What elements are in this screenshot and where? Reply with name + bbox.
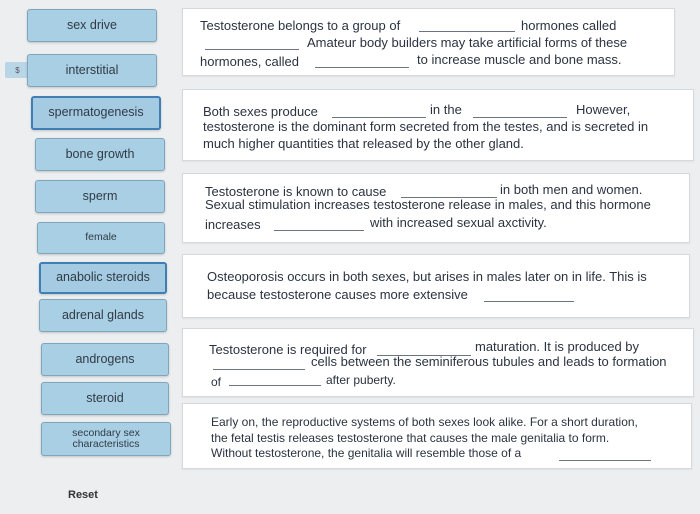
tile-sex-drive[interactable]: sex drive xyxy=(27,9,157,42)
q2-text-line1c: However, xyxy=(576,102,631,117)
tile-secondary-sex-characteristics[interactable]: secondary sex characteristics xyxy=(41,422,171,456)
tile-adrenal-glands[interactable]: adrenal glands xyxy=(39,299,167,332)
tile-androgens[interactable]: androgens xyxy=(41,343,169,376)
q2-text-line2: testosterone is the dominant form secreted from the testes, and is secreted in xyxy=(203,119,649,134)
q3-text-line1b: in both men and women. xyxy=(500,182,643,197)
q6-blank-1[interactable] xyxy=(559,460,651,461)
q6-text-line3: Without testosterone, the genitalia will resemble those of a xyxy=(211,446,522,460)
q1-blank-2[interactable] xyxy=(205,49,299,50)
q5-text-line1b: maturation. It is produced by xyxy=(475,339,640,354)
q1-text-line1b: hormones called xyxy=(521,18,617,33)
q4-blank-1[interactable] xyxy=(484,301,574,302)
q1-blank-3[interactable] xyxy=(315,67,409,68)
drag-marker: $ xyxy=(5,62,30,78)
q2-blank-1[interactable] xyxy=(332,117,426,118)
question-card-3 xyxy=(182,173,690,243)
q1-text-line1a: Testosterone belongs to a group of xyxy=(200,18,401,33)
question-card-2 xyxy=(182,89,694,161)
q4-text-line1: Osteoporosis occurs in both sexes, but arises in males later on in life. This is xyxy=(207,269,647,284)
q1-text-line2: Amateur body builders may take artificial forms of these xyxy=(307,35,628,50)
tile-bone-growth[interactable]: bone growth xyxy=(35,138,165,171)
q3-text-line3b: with increased sexual axctivity. xyxy=(370,215,547,230)
q3-text-line1a: Testosterone is known to cause xyxy=(205,184,387,199)
question-card-4 xyxy=(182,254,690,318)
tile-interstitial[interactable]: interstitial xyxy=(27,54,157,87)
q3-blank-2[interactable] xyxy=(274,230,364,231)
q5-text-line3b: after puberty. xyxy=(326,373,396,387)
q2-text-line1b: in the xyxy=(430,102,462,117)
tile-spermatogenesis[interactable]: spermatogenesis xyxy=(31,96,161,130)
q1-text-line3b: to increase muscle and bone mass. xyxy=(417,52,622,67)
question-card-6 xyxy=(182,403,692,469)
reset-button[interactable]: Reset xyxy=(68,489,98,501)
q6-text-line2: the fetal testis releases testosterone that causes the male genitalia to form. xyxy=(211,431,610,445)
q5-text-line2: cells between the seminiferous tubules and leads to formation xyxy=(311,354,667,369)
q5-blank-2[interactable] xyxy=(213,369,305,370)
tile-steroid[interactable]: steroid xyxy=(41,382,169,415)
q5-text-line3a: of xyxy=(211,375,222,389)
tile-sperm[interactable]: sperm xyxy=(35,180,165,213)
q1-blank-1[interactable] xyxy=(419,31,515,32)
q2-blank-2[interactable] xyxy=(473,117,567,118)
q5-text-line1a: Testosterone is required for xyxy=(209,342,367,357)
q5-blank-3[interactable] xyxy=(229,385,321,386)
question-card-1 xyxy=(182,8,675,76)
q6-text-line1: Early on, the reproductive systems of both sexes look alike. For a short duration, xyxy=(211,415,638,429)
q2-text-line3: much higher quantities that released by the other gland. xyxy=(203,136,524,151)
q2-text-line1a: Both sexes produce xyxy=(203,104,318,119)
question-card-5 xyxy=(182,328,694,397)
q3-text-line3a: increases xyxy=(205,217,261,232)
q4-text-line2: because testosterone causes more extensive xyxy=(207,287,468,302)
q3-text-line2: Sexual stimulation increases testosterone release in males, and this hormone xyxy=(205,197,651,212)
tile-female[interactable]: female xyxy=(37,222,165,254)
q1-text-line3a: hormones, called xyxy=(200,54,299,69)
tile-anabolic-steroids[interactable]: anabolic steroids xyxy=(39,262,167,294)
